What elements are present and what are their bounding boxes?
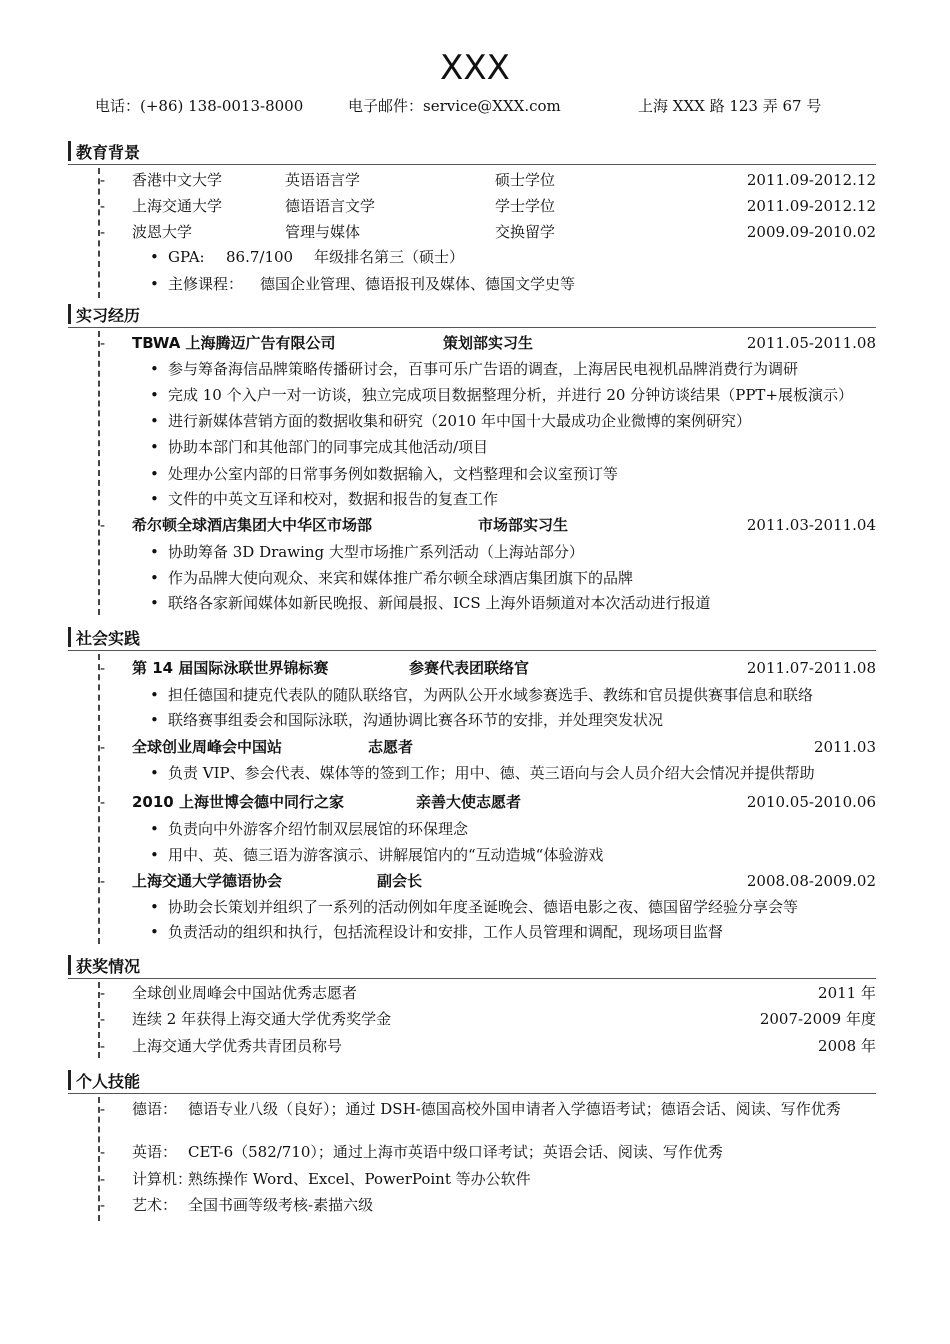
tree-branch: - bbox=[100, 1170, 106, 1188]
bullet-text: 作为品牌大使向观众、来宾和媒体推广希尔顿全球酒店集团旗下的品牌 bbox=[168, 569, 634, 587]
tree-branch: - bbox=[100, 738, 106, 756]
section-tree-line bbox=[98, 331, 100, 615]
section-divider bbox=[68, 1093, 876, 1094]
bullet-icon: • bbox=[150, 711, 159, 729]
tree-branch: - bbox=[100, 223, 106, 241]
date-range: 2010.05-2010.06 bbox=[746, 793, 876, 811]
company-name: 希尔顿全球酒店集团大中华区市场部 bbox=[132, 516, 373, 534]
tree-branch: - bbox=[100, 516, 106, 534]
bullet-text: 处理办公室内部的日常事务例如数据输入，文档整理和会议室预订等 bbox=[168, 465, 619, 483]
bullet-text: 担任德国和捷克代表队的随队联络官，为两队公开水域参赛选手、教练和官员提供赛事信息和联络 bbox=[168, 686, 814, 704]
section-title-education: 教育背景 bbox=[76, 143, 141, 162]
bullet-icon: • bbox=[150, 686, 159, 704]
major: 英语语言学 bbox=[285, 171, 361, 189]
bullet-text: 协助筹备 3D Drawing 大型市场推广系列活动（上海站部分） bbox=[168, 543, 584, 561]
award-date: 2011 年 bbox=[818, 984, 876, 1002]
tree-branch: - bbox=[100, 1143, 106, 1161]
date-range: 2011.09-2012.12 bbox=[746, 171, 876, 189]
job-header bbox=[96, 514, 876, 536]
skill-value: 德语专业八级（良好）；通过 DSH-德国高校外国申请者入学德语考试；德语会话、阅读、写作优秀 bbox=[188, 1100, 841, 1118]
date-range: 2011.03-2011.04 bbox=[746, 516, 876, 534]
tree-branch: - bbox=[100, 984, 106, 1002]
bullet-icon: • bbox=[150, 820, 159, 838]
organization: 全球创业周峰会中国站 bbox=[132, 738, 283, 756]
major: 德语语言文学 bbox=[285, 197, 376, 215]
award-row bbox=[96, 1035, 876, 1057]
bullet-text: 负责 VIP、参会代表、媒体等的签到工作；用中、德、英三语向与会人员介绍大会情况并提供帮助 bbox=[168, 764, 815, 782]
tree-branch: - bbox=[100, 1037, 106, 1055]
company-name: TBWA 上海腾迈广告有限公司 bbox=[132, 334, 336, 352]
bullet-text: 文件的中英文互译和校对，数据和报告的复查工作 bbox=[168, 490, 499, 508]
courses-label: 主修课程： bbox=[168, 275, 244, 293]
date-range: 2011.03 bbox=[813, 738, 876, 756]
skill-label: 艺术： bbox=[132, 1196, 178, 1214]
school-name: 波恩大学 bbox=[132, 223, 193, 241]
practice-header bbox=[96, 791, 876, 813]
section-marker bbox=[68, 1070, 71, 1090]
tree-branch: - bbox=[100, 872, 106, 890]
bullet-icon: • bbox=[150, 248, 159, 266]
practice-header bbox=[96, 657, 876, 679]
practice-header bbox=[96, 736, 876, 758]
job-header bbox=[96, 332, 876, 354]
tree-branch: - bbox=[100, 659, 106, 677]
date-range: 2011.05-2011.08 bbox=[746, 334, 876, 352]
major: 管理与媒体 bbox=[285, 223, 361, 241]
bullet-icon: • bbox=[150, 386, 159, 404]
section-title-internship: 实习经历 bbox=[76, 306, 141, 325]
job-role: 策划部实习生 bbox=[443, 334, 534, 352]
bullet-text: 完成 10 个入户一对一访谈，独立完成项目数据整理分析，并进行 20 分钟访谈结果（PPT+展板演示） bbox=[168, 386, 854, 404]
award-name: 上海交通大学优秀共青团员称号 bbox=[132, 1037, 343, 1055]
bullet-text: 负责向中外游客介绍竹制双层展馆的环保理念 bbox=[168, 820, 469, 838]
candidate-name: XXX bbox=[440, 48, 510, 88]
degree: 交换留学 bbox=[495, 223, 556, 241]
award-name: 连续 2 年获得上海交通大学优秀奖学金 bbox=[132, 1010, 392, 1028]
section-marker bbox=[68, 141, 71, 161]
contact-address: 上海 XXX 路 123 弄 67 号 bbox=[638, 97, 822, 115]
section-marker bbox=[68, 627, 71, 647]
practice-role: 志愿者 bbox=[368, 738, 414, 756]
section-marker bbox=[68, 304, 71, 324]
bullet-icon: • bbox=[150, 594, 159, 612]
skill-value: 熟练操作 Word、Excel、PowerPoint 等办公软件 bbox=[188, 1170, 531, 1188]
bullet-text: 联络各家新闻媒体如新民晚报、新闻晨报、ICS 上海外语频道对本次活动进行报道 bbox=[168, 594, 711, 612]
job-role: 市场部实习生 bbox=[478, 516, 569, 534]
gpa-label: GPA: bbox=[168, 248, 205, 266]
section-divider bbox=[68, 327, 876, 328]
practice-role: 亲善大使志愿者 bbox=[416, 793, 522, 811]
bullet-text: 参与筹备海信品牌策略传播研讨会，百事可乐广告语的调查，上海居民电视机品牌消费行为调研 bbox=[168, 360, 799, 378]
bullet-text: 联络赛事组委会和国际泳联，沟通协调比赛各环节的安排，并处理突发状况 bbox=[168, 711, 664, 729]
practice-role: 参赛代表团联络官 bbox=[409, 659, 530, 677]
degree: 硕士学位 bbox=[495, 171, 556, 189]
tree-branch: - bbox=[100, 1196, 106, 1214]
section-divider bbox=[68, 164, 876, 165]
bullet-text: 协助会长策划并组织了一系列的活动例如年度圣诞晚会、德语电影之夜、德国留学经验分享会等 bbox=[168, 898, 799, 916]
bullet-icon: • bbox=[150, 412, 159, 430]
tree-branch: - bbox=[100, 1010, 106, 1028]
section-divider bbox=[68, 650, 876, 651]
section-title-awards: 获奖情况 bbox=[76, 957, 141, 976]
practice-header bbox=[96, 870, 876, 892]
bullet-icon: • bbox=[150, 438, 159, 456]
date-range: 2011.09-2012.12 bbox=[746, 197, 876, 215]
bullet-icon: • bbox=[150, 490, 159, 508]
bullet-icon: • bbox=[150, 846, 159, 864]
bullet-text: 进行新媒体营销方面的数据收集和研究（2010 年中国十大最成功企业微博的案例研究） bbox=[168, 412, 751, 430]
skill-value: CET-6（582/710）；通过上海市英语中级口译考试；英语会话、阅读、写作优秀 bbox=[188, 1143, 723, 1161]
organization: 第 14 届国际泳联世界锦标赛 bbox=[132, 659, 329, 677]
skill-label: 德语： bbox=[132, 1100, 178, 1118]
bullet-icon: • bbox=[150, 764, 159, 782]
bullet-text: 协助本部门和其他部门的同事完成其他活动/项目 bbox=[168, 438, 489, 456]
bullet-icon: • bbox=[150, 543, 159, 561]
tree-branch: - bbox=[100, 334, 106, 352]
skill-label: 计算机： bbox=[132, 1170, 193, 1188]
contact-email: 电子邮件：service@XXX.com bbox=[348, 97, 561, 115]
skill-label: 英语： bbox=[132, 1143, 178, 1161]
date-range: 2008.08-2009.02 bbox=[746, 872, 876, 890]
education-row bbox=[96, 169, 876, 191]
tree-branch: - bbox=[100, 793, 106, 811]
organization: 2010 上海世博会德中同行之家 bbox=[132, 793, 344, 811]
date-range: 2011.07-2011.08 bbox=[746, 659, 876, 677]
gpa-rank: 年级排名第三（硕士） bbox=[314, 248, 465, 266]
bullet-icon: • bbox=[150, 465, 159, 483]
award-row bbox=[96, 982, 876, 1004]
tree-branch: - bbox=[100, 1100, 106, 1118]
organization: 上海交通大学德语协会 bbox=[132, 872, 283, 890]
practice-role: 副会长 bbox=[377, 872, 423, 890]
section-title-practice: 社会实践 bbox=[76, 629, 141, 648]
section-divider bbox=[68, 978, 876, 979]
award-name: 全球创业周峰会中国站优秀志愿者 bbox=[132, 984, 358, 1002]
tree-branch: - bbox=[100, 197, 106, 215]
bullet-icon: • bbox=[150, 275, 159, 293]
education-row bbox=[96, 195, 876, 217]
section-marker bbox=[68, 955, 71, 975]
school-name: 香港中文大学 bbox=[132, 171, 223, 189]
award-date: 2007-2009 年度 bbox=[759, 1010, 876, 1028]
bullet-icon: • bbox=[150, 923, 159, 941]
section-title-skills: 个人技能 bbox=[76, 1072, 141, 1091]
school-name: 上海交通大学 bbox=[132, 197, 223, 215]
courses-list: 德国企业管理、德语报刊及媒体、德国文学史等 bbox=[260, 275, 576, 293]
skill-value: 全国书画等级考核-素描六级 bbox=[188, 1196, 374, 1214]
bullet-icon: • bbox=[150, 569, 159, 587]
date-range: 2009.09-2010.02 bbox=[746, 223, 876, 241]
bullet-text: 用中、英、德三语为游客演示、讲解展馆内的“互动造城“体验游戏 bbox=[168, 846, 604, 864]
gpa-value: 86.7/100 bbox=[226, 248, 294, 266]
bullet-icon: • bbox=[150, 360, 159, 378]
award-date: 2008 年 bbox=[818, 1037, 876, 1055]
bullet-text: 负责活动的组织和执行，包括流程设计和安排，工作人员管理和调配，现场项目监督 bbox=[168, 923, 724, 941]
contact-phone: 电话：(+86) 138-0013-8000 bbox=[95, 97, 304, 115]
degree: 学士学位 bbox=[495, 197, 556, 215]
award-row bbox=[96, 1008, 876, 1030]
bullet-icon: • bbox=[150, 898, 159, 916]
tree-branch: - bbox=[100, 171, 106, 189]
education-row bbox=[96, 221, 876, 243]
